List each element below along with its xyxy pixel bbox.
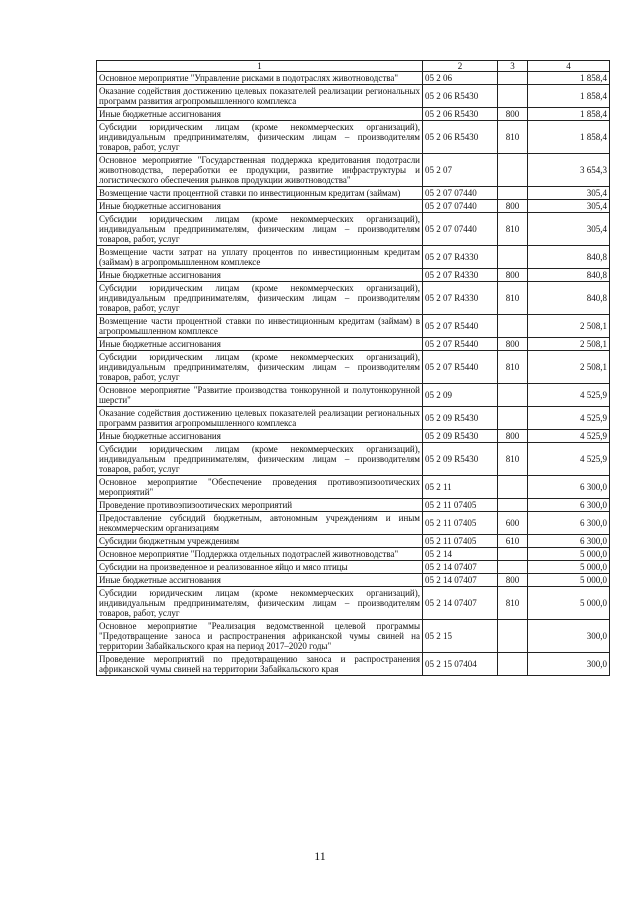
row-code-cell: 05 2 07 07440: [423, 200, 498, 213]
row-code-cell: 05 2 09 R5430: [423, 443, 498, 476]
row-vr-cell: [498, 476, 528, 499]
row-name-cell: Иные бюджетные ассигнования: [97, 269, 423, 282]
row-amount-cell: 2 508,1: [528, 338, 610, 351]
budget-table: [96, 60, 610, 676]
table-row: [97, 72, 610, 85]
row-amount-cell: 4 525,9: [528, 430, 610, 443]
row-name-cell: Основное мероприятие "Реализация ведомственной целевой программы "Предотвращение заноса и распространения африканской чумы свиней на территории Забайкальского края на период 2017–2020 годы": [97, 620, 423, 653]
row-name-cell: Иные бюджетные ассигнования: [97, 574, 423, 587]
row-name-cell: Субсидии юридическим лицам (кроме некоммерческих организаций), индивидуальным предпринимателям, физическим лицам – производителям товаров, работ, услуг: [97, 121, 423, 154]
column-header-code: 2: [423, 61, 498, 72]
row-vr-cell: 800: [498, 200, 528, 213]
table-row: [97, 443, 610, 476]
table-row: [97, 384, 610, 407]
row-vr-cell: 810: [498, 213, 528, 246]
row-name-cell: Иные бюджетные ассигнования: [97, 338, 423, 351]
row-code-cell: 05 2 07 R5440: [423, 315, 498, 338]
row-code-cell: 05 2 07: [423, 154, 498, 187]
table-row: [97, 574, 610, 587]
table-row: [97, 200, 610, 213]
table-row: [97, 246, 610, 269]
row-amount-cell: 1 858,4: [528, 121, 610, 154]
row-amount-cell: 6 300,0: [528, 535, 610, 548]
column-header-amount: 4: [528, 61, 610, 72]
row-code-cell: 05 2 14 07407: [423, 561, 498, 574]
row-name-cell: Субсидии на произведенное и реализованное яйцо и мясо птицы: [97, 561, 423, 574]
table-row: [97, 430, 610, 443]
row-name-cell: Основное мероприятие "Управление рисками в подотраслях животноводства": [97, 72, 423, 85]
table-row: [97, 653, 610, 676]
table-header-row: [97, 61, 610, 72]
row-vr-cell: 810: [498, 587, 528, 620]
row-amount-cell: 840,8: [528, 246, 610, 269]
row-vr-cell: [498, 561, 528, 574]
row-code-cell: 05 2 07 R4330: [423, 282, 498, 315]
column-header-vr: 3: [498, 61, 528, 72]
table-row: [97, 315, 610, 338]
row-name-cell: Возмещение части процентной ставки по инвестиционным кредитам (займам) в агропромышленном комплексе: [97, 315, 423, 338]
row-name-cell: Иные бюджетные ассигнования: [97, 108, 423, 121]
row-vr-cell: [498, 548, 528, 561]
column-header-name: 1: [97, 61, 423, 72]
row-vr-cell: 800: [498, 574, 528, 587]
row-code-cell: 05 2 06 R5430: [423, 85, 498, 108]
row-amount-cell: 840,8: [528, 282, 610, 315]
row-name-cell: Основное мероприятие "Поддержка отдельных подотраслей животноводства": [97, 548, 423, 561]
row-vr-cell: 800: [498, 338, 528, 351]
row-amount-cell: 5 000,0: [528, 574, 610, 587]
row-code-cell: 05 2 15 07404: [423, 653, 498, 676]
table-row: [97, 108, 610, 121]
row-amount-cell: 3 654,3: [528, 154, 610, 187]
row-amount-cell: 6 300,0: [528, 512, 610, 535]
row-amount-cell: 4 525,9: [528, 407, 610, 430]
row-vr-cell: [498, 620, 528, 653]
table-row: [97, 121, 610, 154]
table-row: [97, 338, 610, 351]
row-name-cell: Оказание содействия достижению целевых показателей реализации региональных программ развития агропромышленного комплекса: [97, 407, 423, 430]
table-row: [97, 587, 610, 620]
row-amount-cell: 5 000,0: [528, 561, 610, 574]
table-row: [97, 535, 610, 548]
row-amount-cell: 305,4: [528, 187, 610, 200]
row-code-cell: 05 2 07 R4330: [423, 246, 498, 269]
row-vr-cell: [498, 499, 528, 512]
row-name-cell: Субсидии юридическим лицам (кроме некоммерческих организаций), индивидуальным предпринимателям, физическим лицам – производителям товаров, работ, услуг: [97, 587, 423, 620]
table-row: [97, 620, 610, 653]
row-vr-cell: 800: [498, 108, 528, 121]
row-name-cell: Основное мероприятие "Государственная поддержка кредитования подотрасли животноводства, переработки ее продукции, развитие инфраструктуры и логистического обеспечения рынков продукции животноводства": [97, 154, 423, 187]
row-amount-cell: 305,4: [528, 200, 610, 213]
row-vr-cell: [498, 72, 528, 85]
table-row: [97, 269, 610, 282]
row-vr-cell: 800: [498, 269, 528, 282]
row-code-cell: 05 2 06 R5430: [423, 121, 498, 154]
row-vr-cell: [498, 187, 528, 200]
row-name-cell: Субсидии бюджетным учреждениям: [97, 535, 423, 548]
table-row: [97, 476, 610, 499]
row-amount-cell: 4 525,9: [528, 384, 610, 407]
row-name-cell: Предоставление субсидий бюджетным, автономным учреждениям и иным некоммерческим организациям: [97, 512, 423, 535]
row-name-cell: Возмещение части процентной ставки по инвестиционным кредитам (займам): [97, 187, 423, 200]
row-vr-cell: [498, 384, 528, 407]
row-code-cell: 05 2 11 07405: [423, 512, 498, 535]
row-amount-cell: 300,0: [528, 653, 610, 676]
table-row: [97, 512, 610, 535]
row-name-cell: Основное мероприятие "Развитие производства тонкорунной и полутонкорунной шерсти": [97, 384, 423, 407]
row-vr-cell: [498, 246, 528, 269]
row-vr-cell: [498, 85, 528, 108]
row-vr-cell: 810: [498, 282, 528, 315]
row-vr-cell: 810: [498, 351, 528, 384]
row-code-cell: 05 2 07 R4330: [423, 269, 498, 282]
row-vr-cell: [498, 154, 528, 187]
row-amount-cell: 5 000,0: [528, 548, 610, 561]
row-amount-cell: 4 525,9: [528, 443, 610, 476]
row-code-cell: 05 2 14 07407: [423, 587, 498, 620]
row-amount-cell: 305,4: [528, 213, 610, 246]
row-code-cell: 05 2 11: [423, 476, 498, 499]
row-name-cell: Возмещение части затрат на уплату процентов по инвестиционным кредитам (займам) в агропромышленном комплексе: [97, 246, 423, 269]
row-vr-cell: 600: [498, 512, 528, 535]
row-name-cell: Субсидии юридическим лицам (кроме некоммерческих организаций), индивидуальным предпринимателям, физическим лицам – производителям товаров, работ, услуг: [97, 443, 423, 476]
row-amount-cell: 1 858,4: [528, 72, 610, 85]
row-code-cell: 05 2 11 07405: [423, 535, 498, 548]
table-row: [97, 213, 610, 246]
row-amount-cell: 6 300,0: [528, 499, 610, 512]
row-amount-cell: 2 508,1: [528, 315, 610, 338]
page-number: 11: [314, 849, 326, 863]
row-code-cell: 05 2 06 R5430: [423, 108, 498, 121]
row-amount-cell: 300,0: [528, 620, 610, 653]
row-code-cell: 05 2 09 R5430: [423, 430, 498, 443]
row-vr-cell: [498, 407, 528, 430]
table-row: [97, 351, 610, 384]
table-row: [97, 154, 610, 187]
table-row: [97, 548, 610, 561]
row-name-cell: Субсидии юридическим лицам (кроме некоммерческих организаций), индивидуальным предпринимателям, физическим лицам – производителям товаров, работ, услуг: [97, 351, 423, 384]
row-amount-cell: 840,8: [528, 269, 610, 282]
row-code-cell: 05 2 15: [423, 620, 498, 653]
row-code-cell: 05 2 07 07440: [423, 213, 498, 246]
row-vr-cell: [498, 653, 528, 676]
table-row: [97, 499, 610, 512]
row-name-cell: Субсидии юридическим лицам (кроме некоммерческих организаций), индивидуальным предпринимателям, физическим лицам – производителям товаров, работ, услуг: [97, 213, 423, 246]
row-vr-cell: 800: [498, 430, 528, 443]
table-row: [97, 282, 610, 315]
row-name-cell: Основное мероприятие "Обеспечение проведения противоэпизоотических мероприятий": [97, 476, 423, 499]
row-name-cell: Проведение противоэпизоотических мероприятий: [97, 499, 423, 512]
row-name-cell: Субсидии юридическим лицам (кроме некоммерческих организаций), индивидуальным предпринимателям, физическим лицам – производителям товаров, работ, услуг: [97, 282, 423, 315]
row-code-cell: 05 2 14: [423, 548, 498, 561]
row-code-cell: 05 2 06: [423, 72, 498, 85]
row-name-cell: Проведение мероприятий по предотвращению заноса и распространения африканской чумы свиней на территории Забайкальского края: [97, 653, 423, 676]
row-code-cell: 05 2 07 R5440: [423, 338, 498, 351]
table-row: [97, 85, 610, 108]
row-name-cell: Оказание содействия достижению целевых показателей реализации региональных программ развития агропромышленного комплекса: [97, 85, 423, 108]
row-amount-cell: 1 858,4: [528, 85, 610, 108]
row-vr-cell: [498, 315, 528, 338]
row-code-cell: 05 2 14 07407: [423, 574, 498, 587]
row-code-cell: 05 2 09: [423, 384, 498, 407]
row-name-cell: Иные бюджетные ассигнования: [97, 200, 423, 213]
row-vr-cell: 810: [498, 121, 528, 154]
row-vr-cell: 610: [498, 535, 528, 548]
row-name-cell: Иные бюджетные ассигнования: [97, 430, 423, 443]
row-code-cell: 05 2 07 R5440: [423, 351, 498, 384]
row-code-cell: 05 2 07 07440: [423, 187, 498, 200]
table-row: [97, 187, 610, 200]
table-row: [97, 561, 610, 574]
table-row: [97, 407, 610, 430]
row-amount-cell: 5 000,0: [528, 587, 610, 620]
row-code-cell: 05 2 11 07405: [423, 499, 498, 512]
row-vr-cell: 810: [498, 443, 528, 476]
row-amount-cell: 2 508,1: [528, 351, 610, 384]
row-amount-cell: 1 858,4: [528, 108, 610, 121]
row-code-cell: 05 2 09 R5430: [423, 407, 498, 430]
row-amount-cell: 6 300,0: [528, 476, 610, 499]
